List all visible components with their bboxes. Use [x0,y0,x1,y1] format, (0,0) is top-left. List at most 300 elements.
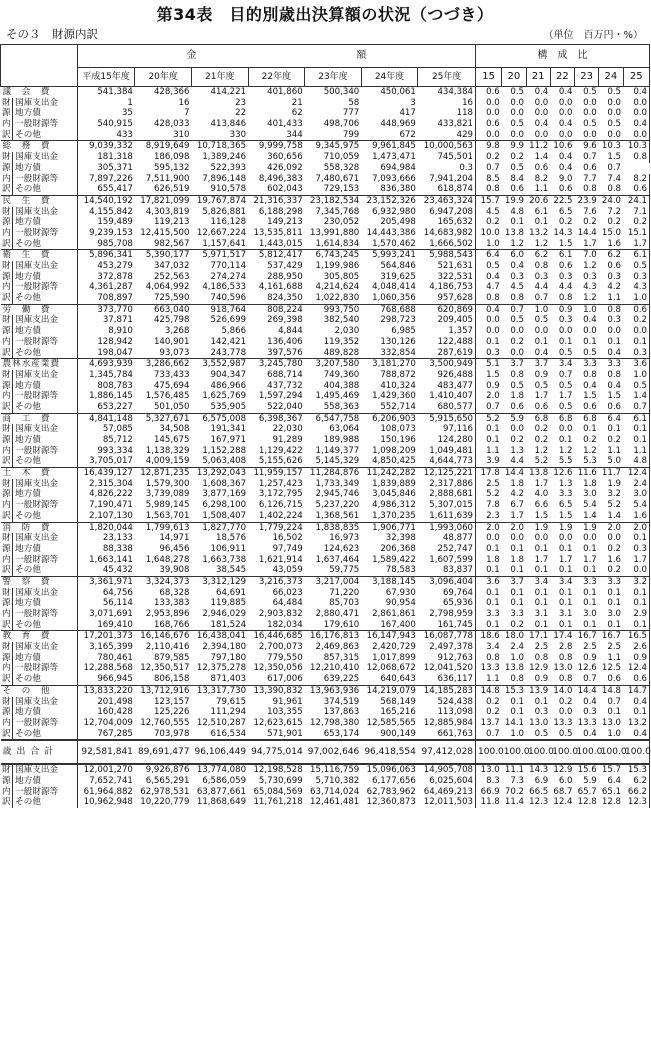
ratio-cell: 11.8 [476,797,502,808]
ratio-cell: 13.2 [623,718,649,729]
amount-cell: 15,096,063 [366,765,416,776]
source-char: 内 [1,663,13,674]
source-char: 訳 [1,511,13,522]
header-ratio-year: 22 [550,68,574,87]
source-char: 財 [1,152,13,163]
ratio-cell: 0.2 [607,435,622,446]
amount-cell: 1,152,288 [202,445,247,456]
amount-cell: 1,648,278 [145,554,190,565]
amount-cell: 2,110,416 [145,642,190,653]
ratio-cell: 0.6 [534,401,549,412]
ratio-cell: 0.5 [534,728,549,739]
ratio-cell: 3.0 [583,609,597,620]
amount-cell: 310 [173,129,190,140]
ratio-cell: 0.4 [550,87,574,98]
amount-cell: 1,129,422 [258,445,303,456]
source-row [1,697,650,708]
amount-cell: 653,174 [323,728,360,739]
ratio-cell: 7.1 [623,207,649,218]
ratio-cell: 24.1 [623,195,649,206]
amount-cell: 5,237,220 [315,500,360,511]
amount-cell: 5,915,650 [418,413,476,424]
amount-cell: 708,897 [77,293,135,304]
ratio-cell: 0.2 [476,217,502,228]
ratio-cell: 100.0 [623,740,649,764]
ratio-cell: 0.0 [558,108,573,119]
amount-cell: 1,473,471 [372,152,416,163]
amount-cell: 537,429 [267,261,303,272]
source-row [1,620,650,631]
ratio-cell: 1.7 [583,238,597,249]
ratio-cell: 0.7 [607,162,622,173]
source-label: 一般財源等 [13,555,78,566]
source-row [1,500,650,511]
amount-cell: 8,496,383 [258,173,303,184]
amount-cell: 136,406 [267,336,303,347]
amount-cell: 45,432 [77,565,135,576]
source-row [1,207,650,218]
amount-cell: 4,048,414 [372,282,416,293]
ratio-cell: 0.3 [534,707,549,718]
amount-cell: 4,644,773 [429,456,474,467]
ratio-cell: 2.5 [607,642,622,653]
amount-cell: 7,345,768 [315,206,360,217]
ratio-cell: 0.5 [623,261,649,272]
source-label: その他 [13,797,78,808]
ratio-cell: 5.2 [534,456,549,467]
amount-cell: 119,352 [323,336,360,347]
amount-cell: 602,043 [267,184,303,195]
amount-cell: 2,107,130 [77,511,135,522]
amount-cell: 118 [456,108,474,119]
ratio-cell: 0.1 [510,696,525,707]
source-label: 地方債 [13,435,78,446]
source-char: 源 [1,381,13,392]
amount-cell: 0.3 [459,162,474,173]
source-char: 内 [1,446,13,457]
ratio-cell: 5.0 [607,456,622,467]
ratio-cell: 13.0 [553,663,573,674]
amount-cell: 1,389,246 [202,152,247,163]
ratio-cell: 3.7 [502,359,526,370]
amount-cell: 5,896,341 [77,250,135,261]
source-row [1,598,650,609]
ratio-cell: 17.1 [526,631,550,642]
amount-cell: 5,988,543 [418,250,476,261]
ratio-cell: 14.8 [599,685,623,696]
ratio-cell: 0.8 [558,674,573,685]
amount-cell: 524,438 [437,696,474,707]
source-char: 訳 [1,402,13,413]
amount-cell: 2,946,029 [202,609,247,620]
amount-cell: 103,355 [267,707,303,718]
amount-cell: 12,041,520 [423,663,474,674]
source-char: 財 [1,479,13,490]
ratio-cell: 0.0 [534,97,549,108]
amount-cell: 404,388 [323,380,360,391]
source-row [1,337,650,348]
expenditure-table [0,44,650,808]
amount-cell: 64,691 [216,587,247,598]
amount-cell: 663,040 [135,304,192,315]
ratio-cell: 0.5 [558,380,573,391]
source-label: 国庫支出金 [13,315,78,326]
amount-cell: 12,198,528 [253,765,303,776]
amount-cell: 64,469,213 [423,786,474,797]
source-row [1,108,650,119]
source-label: 一般財源等 [13,228,78,239]
ratio-cell: 0.1 [558,565,573,576]
ratio-cell: 18.6 [476,631,502,642]
amount-cell: 169,410 [77,620,135,631]
amount-cell: 12,068,672 [366,663,416,674]
header-ratio-year: 15 [476,68,502,87]
ratio-cell: 3.6 [623,359,649,370]
amount-cell: 1,607,599 [429,554,474,565]
amount-cell: 91,961 [272,696,303,707]
ratio-cell: 0.0 [623,108,649,119]
ratio-cell: 14.4 [577,227,597,238]
amount-cell: 67,930 [385,587,416,598]
ratio-cell: 0.1 [476,544,502,555]
source-char: 訳 [1,184,13,195]
ratio-cell: 0.5 [583,119,597,130]
ratio-cell: 0.1 [558,336,573,347]
source-label: 地方債 [13,707,78,718]
ratio-cell: 0.8 [476,653,502,664]
amount-cell: 1,779,224 [248,522,305,533]
amount-cell: 2,394,180 [202,642,247,653]
ratio-cell: 0.2 [476,697,502,708]
source-label: 一般財源等 [13,500,78,511]
amount-cell: 1,345,784 [77,370,135,381]
amount-cell: 23,133 [77,533,135,544]
source-char: 財 [1,424,13,435]
amount-cell: 322,531 [437,271,474,282]
amount-cell: 655,417 [77,184,135,195]
table-container [0,44,650,808]
source-char: 財 [1,697,13,708]
amount-cell: 13,833,220 [77,685,135,696]
ratio-cell: 0.4 [476,304,502,315]
ratio-cell: 0.1 [510,587,525,598]
amount-cell: 985,708 [77,239,135,250]
ratio-cell: 0.0 [510,108,525,119]
amount-cell: 23,182,534 [305,195,362,206]
amount-cell: 1,022,830 [315,293,360,304]
amount-cell: 413,846 [210,119,247,130]
ratio-cell: 1.9 [526,522,550,533]
amount-cell: 64,756 [77,588,135,599]
ratio-cell: 0.4 [558,152,573,163]
source-row [1,787,650,798]
amount-cell: 48,877 [442,533,474,544]
ratio-cell: 7.4 [607,173,622,184]
amount-cell: 4,850,425 [372,456,416,467]
amount-cell: 2,953,896 [145,609,190,620]
ratio-cell: 0.8 [599,304,623,315]
amount-cell: 900,149 [380,728,416,739]
amount-cell: 63,877,661 [196,786,247,797]
amount-cell: 85,712 [77,435,135,446]
ratio-cell: 0.1 [583,619,597,630]
ratio-cell: 0.1 [510,217,525,228]
amount-cell: 1,368,561 [315,510,360,521]
source-char: 源 [1,598,13,609]
source-char: 財 [1,315,13,326]
ratio-cell: 0.1 [558,543,573,554]
ratio-cell: 0.4 [510,261,525,272]
amount-cell: 9,926,876 [145,765,190,776]
ratio-cell: 0.0 [607,97,622,108]
ratio-cell: 11.7 [599,468,623,479]
amount-cell: 6,565,291 [145,775,190,786]
source-label: その他 [13,674,78,685]
amount-cell: 918,764 [191,304,248,315]
amount-cell: 83,837 [442,565,474,576]
amount-cell: 10,718,365 [191,141,248,152]
ratio-cell: 2.4 [510,642,525,653]
ratio-cell: 0.1 [476,424,502,435]
ratio-cell: 15.6 [577,765,597,776]
ratio-cell: 9.8 [476,141,502,152]
amount-cell: 97,749 [272,543,303,554]
amount-cell: 5,971,517 [191,250,248,261]
amount-cell: 330 [229,129,247,140]
ratio-cell: 1.1 [607,293,622,304]
ratio-cell: 0.6 [476,119,502,130]
ratio-cell: 0.1 [510,598,525,609]
amount-cell: 4,214,624 [315,282,360,293]
header-ratio-year: 24 [599,68,623,87]
ratio-cell: 100.0 [550,740,574,764]
amount-cell: 8,910 [77,326,135,337]
amount-cell: 3,286,662 [135,359,192,370]
ratio-cell: 4.3 [623,282,649,293]
header-year: 25年度 [418,68,476,87]
ratio-cell: 0.4 [534,347,549,358]
ratio-cell: 1.0 [510,728,525,739]
ratio-cell: 14.4 [502,468,526,479]
source-label: その他 [13,293,78,304]
amount-cell: 541,384 [77,87,135,98]
ratio-cell: 0.7 [476,729,502,741]
amount-cell: 672 [399,129,416,140]
ratio-cell: 12.6 [577,663,597,674]
header-year: 23年度 [305,68,362,87]
amount-cell: 106,911 [210,543,247,554]
source-char: 源 [1,217,13,228]
ratio-cell: 70.2 [504,786,525,797]
ratio-cell: 0.2 [623,217,649,228]
ratio-cell: 68.7 [553,786,573,797]
amount-cell: 18,576 [216,533,247,544]
amount-cell: 19,767,874 [191,195,248,206]
amount-cell: 189,988 [323,435,360,446]
ratio-cell: 0.1 [607,619,622,630]
amount-cell: 22 [235,108,247,119]
ratio-cell: 0.1 [623,588,649,599]
amount-cell: 12,210,410 [310,663,360,674]
amount-cell: 2,903,832 [258,609,303,620]
amount-cell: 12,885,984 [423,717,474,728]
amount-cell: 1,563,701 [145,510,190,521]
ratio-cell: 0.4 [607,347,622,358]
amount-cell: 2,315,304 [77,479,135,490]
amount-cell: 6,547,758 [305,413,362,424]
source-label: 一般財源等 [13,609,78,620]
amount-cell: 640,643 [380,674,416,685]
ratio-cell: 2.0 [623,522,649,533]
ratio-cell: 7.0 [575,250,599,261]
ratio-cell: 1.4 [623,391,649,402]
source-char: 訳 [1,620,13,631]
amount-cell: 108,073 [380,424,416,435]
amount-cell: 11,284,876 [305,468,362,479]
amount-cell: 434,384 [418,87,476,98]
ratio-cell: 14.7 [623,685,649,696]
ratio-cell: 0.0 [607,326,622,337]
ratio-cell: 1.5 [558,238,573,249]
category-row [1,522,650,533]
source-label: 国庫支出金 [13,152,78,163]
amount-cell: 128,942 [77,337,135,348]
ratio-cell: 0.3 [583,707,597,718]
amount-cell: 4,064,992 [145,282,190,293]
ratio-cell: 0.1 [623,598,649,609]
ratio-cell: 0.1 [476,337,502,348]
source-row [1,555,650,566]
amount-cell: 6,932,980 [372,206,416,217]
ratio-cell: 5.9 [502,413,526,424]
amount-cell: 770,114 [210,261,247,272]
amount-cell: 799 [342,129,360,140]
ratio-cell: 13.0 [601,717,622,728]
ratio-cell: 1.8 [476,555,502,566]
ratio-cell: 1.0 [476,239,502,250]
amount-cell: 808,224 [248,304,305,315]
amount-cell: 230,052 [323,217,360,228]
ratio-cell: 1.7 [534,478,549,489]
amount-cell: 13,712,916 [135,685,192,696]
ratio-cell: 0.1 [534,336,549,347]
source-char: 訳 [1,729,13,741]
ratio-cell: 0.0 [583,97,597,108]
ratio-cell: 6.4 [607,775,622,786]
amount-cell: 12,350,056 [253,663,303,674]
amount-cell: 16,438,041 [191,631,248,642]
source-label: 地方債 [13,489,78,500]
ratio-cell: 0.5 [623,381,649,392]
ratio-cell: 0.2 [623,315,649,326]
source-row [1,479,650,490]
amount-cell: 8,919,649 [135,141,192,152]
source-label: 地方債 [13,544,78,555]
table-body [1,87,650,809]
ratio-cell: 0.1 [623,620,649,631]
ratio-cell: 0.1 [476,620,502,631]
amount-cell: 1,579,300 [145,478,190,489]
category-row [1,576,650,587]
amount-cell: 347,032 [153,261,190,272]
ratio-cell: 9.9 [502,141,526,152]
amount-cell: 500,340 [305,87,362,98]
ratio-cell: 100.0 [502,740,526,764]
amount-cell: 201,498 [77,697,135,708]
source-row [1,797,650,808]
ratio-cell: 4.5 [510,282,525,293]
source-row [1,609,650,620]
amount-cell: 10,000,563 [418,141,476,152]
amount-cell: 912,763 [437,652,474,663]
ratio-cell: 65.1 [601,786,622,797]
amount-cell: 410,324 [380,380,416,391]
amount-cell: 5,307,015 [429,500,474,511]
ratio-cell: 11.6 [575,468,599,479]
amount-cell: 3,181,270 [361,359,418,370]
ratio-cell: 10.3 [599,141,623,152]
ratio-cell: 0.6 [476,87,502,98]
amount-cell: 1,443,015 [258,238,303,249]
source-row [1,174,650,185]
source-label: その他 [13,402,78,413]
ratio-cell: 0.1 [534,696,549,707]
amount-cell: 2,469,863 [315,642,360,653]
amount-cell: 3,045,846 [372,489,416,500]
amount-cell: 161,745 [437,619,474,630]
ratio-cell: 4.4 [534,282,549,293]
ratio-cell: 3.3 [575,576,599,587]
ratio-cell: 0.0 [476,326,502,337]
source-label: 地方債 [13,776,78,787]
ratio-cell: 3.4 [476,642,502,653]
amount-cell: 448,969 [380,119,416,130]
amount-cell: 9,999,758 [248,141,305,152]
amount-cell: 287,619 [437,347,474,358]
amount-cell: 6,025,604 [429,775,474,786]
source-char: 訳 [1,674,13,685]
amount-cell: 97,002,646 [305,740,362,764]
amount-cell: 1,138,329 [145,445,190,456]
ratio-cell: 12.3 [623,797,649,808]
source-label: 国庫支出金 [13,533,78,544]
amount-cell: 63,714,024 [310,786,360,797]
ratio-cell: 1.1 [607,652,622,663]
amount-cell: 59,775 [329,565,360,576]
ratio-cell: 0.1 [558,587,573,598]
ratio-cell: 3.0 [607,609,622,620]
ratio-cell: 15.3 [502,685,526,696]
amount-cell: 62,783,962 [366,786,416,797]
ratio-cell: 0.6 [623,184,649,195]
category-label: 衛 生 費 [1,250,78,261]
amount-cell: 269,398 [267,315,303,326]
amount-cell: 243,778 [210,347,247,358]
amount-cell: 32,398 [385,533,416,544]
amount-cell: 7,652,741 [77,776,135,787]
ratio-cell: 1.8 [510,478,525,489]
ratio-cell: 4.8 [510,206,525,217]
ratio-cell: 0.1 [534,543,549,554]
amount-cell: 13,292,043 [191,468,248,479]
amount-cell: 145,675 [153,435,190,446]
amount-cell: 1,799,613 [135,522,192,533]
amount-cell: 535,905 [210,401,247,412]
ratio-cell: 6.0 [502,250,526,261]
ratio-cell: 3.3 [476,609,502,620]
ratio-cell: 3.9 [476,456,502,467]
ratio-cell: 0.1 [607,707,622,718]
